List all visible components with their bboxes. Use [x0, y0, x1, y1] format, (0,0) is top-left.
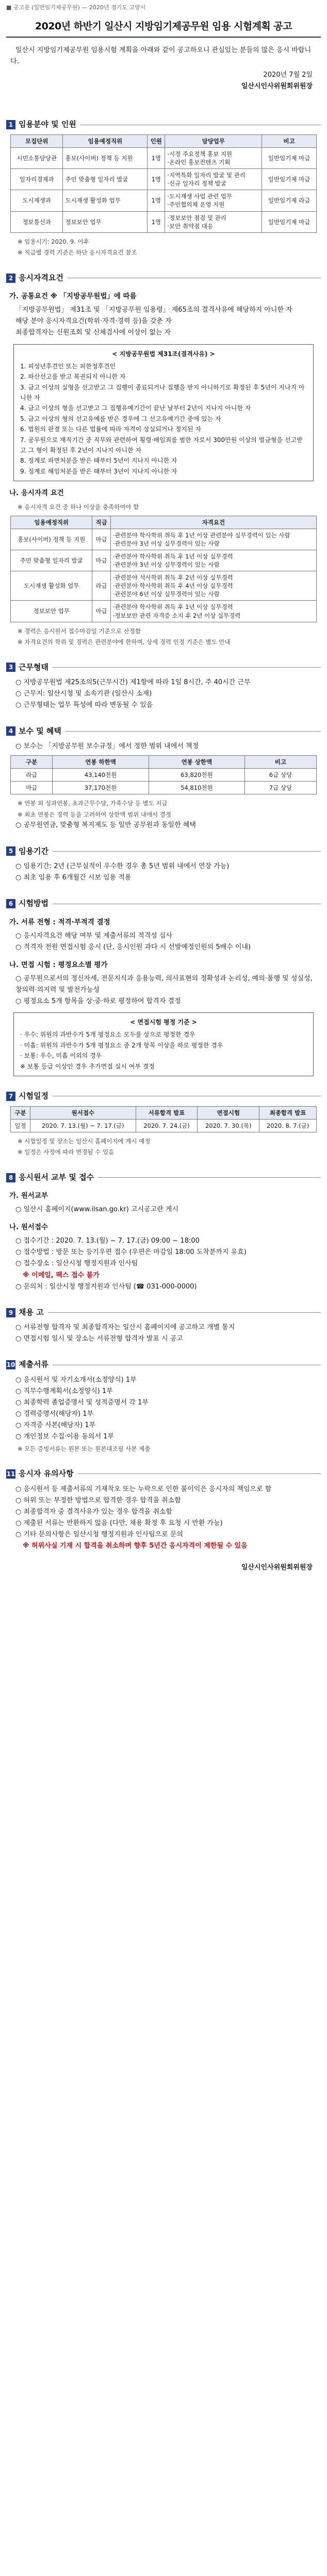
table-cell: 홍보(사이버) 정책 등 지원 [11, 529, 92, 550]
table-cell: 라급 [11, 769, 53, 782]
s11-warning: ※ 허위사실 기재 시 합격을 취소하며 향후 5년간 응시자격이 제한될 수 있음 [23, 1542, 248, 1550]
table-cell: 도시재생 활성화 업무 [63, 190, 148, 211]
s1-note-2: ※ 직급별 경력 기준은 하단 응시자격요건 참조 [18, 249, 137, 257]
interview-criteria-box [13, 1012, 314, 1076]
notice-org: 일산시인사위원회위원장 [241, 82, 313, 91]
table-cell: ·지역특화 일자리 발굴 및 관리 ·신규 일자리 정책 발굴 [165, 169, 262, 190]
table-cell: 일반임기제 마급 [262, 211, 317, 232]
page-title: 2020년 하반기 일산시 지방임기제공무원 임용 시험계획 공고 [35, 20, 292, 32]
s8-sub1: 가. 원서교부 [9, 1192, 48, 1200]
s2-p1: 「지방공무원법」 제31조 및 「지방공무원 임용령」 제65조의 결격사유에 해당하지 아니한 자 [15, 306, 292, 314]
table-cell: 37,170천원 [53, 782, 149, 794]
section-11-header [6, 1467, 321, 1481]
s8-sub2: 나. 원서접수 [9, 1223, 48, 1232]
s2-note-2: ※ 자격요건의 학위 및 경력은 관련분야에 한하며, 상세 경력 인정 기준은 별도 안내 [18, 638, 231, 646]
table-cell: ·관련분야 학사학위 취득 후 1년 이상 실무경력 ·관련분야 3년 이상 실무경력이 있는 사람 [110, 550, 316, 571]
table-header-cell: 구분 [11, 1106, 30, 1119]
table-cell: 마급 [92, 601, 110, 622]
section-8-header [6, 1171, 321, 1184]
section-9-header [6, 1306, 321, 1319]
table-cell: 43,140천원 [53, 769, 149, 782]
section-7-header [6, 1090, 321, 1103]
table-cell: 라급 [92, 571, 110, 601]
table-cell: ·관련분야 학사학위 취득 후 1년 이상 실무경력 ·정보보안 관련 자격증 소지 후 2년 이상 실무경력 [110, 601, 316, 622]
table-header-cell: 모집단위 [11, 134, 63, 147]
table-cell: 일반임기제 마급 [262, 169, 317, 190]
table-cell: 일정 [11, 1119, 30, 1132]
table-header-cell: 최종합격 발표 [259, 1106, 317, 1119]
section-number: 6 [6, 899, 15, 908]
box-line: 7. 공무원으로 재직기간 중 직무와 관련하여 횡령·배임죄를 범한 자로서 300만원 이상의 벌금형을 선고받고 그 형이 확정된 후 2년이 지나지 아니한 자 [20, 436, 303, 454]
table-cell: 시민소통담당관 [11, 147, 63, 168]
box-line: 9. 징계로 해임처분을 받은 때부터 3년이 지나지 아니한 자 [20, 467, 177, 475]
section-number: 9 [6, 1308, 15, 1317]
s6-p2: ○ 적격자 전원 면접시험 응시 (단, 응시인원 과다 시 선발예정인원의 5배수 이내) [15, 943, 251, 951]
s11-line: ○ 제출된 서류는 반환하지 않음 (다만, 채용 확정 후 요청 시 반환 가능) [15, 1519, 223, 1527]
table-cell: 일반임기제 마급 [262, 147, 317, 168]
table-row [11, 782, 317, 794]
salary-table [10, 755, 317, 794]
table-header-cell: 면접시험 [198, 1106, 259, 1119]
intro-text: 일산시 지방임기제공무원 임용시험 계획을 아래와 같이 공고하오니 관심있는 분들의 많은 응시 바랍니다. [10, 46, 311, 66]
s2-p2: 해당 분야 응시자격요건(학위·자격·경력 등)을 갖춘 자 [15, 317, 172, 326]
closing-org: 일산시인사위원회위원장 [241, 1564, 313, 1572]
table-header-cell: 구분 [11, 756, 53, 769]
table-header-cell: 인원 [148, 134, 165, 147]
table-header-cell: 원서접수 [30, 1106, 136, 1119]
table-cell: 1명 [148, 211, 165, 232]
section-rule [48, 1312, 321, 1313]
disqualification-box [13, 344, 314, 482]
section-title: 시험일정 [19, 1091, 48, 1101]
s11-line: ○ 기타 문의사항은 일산시청 행정지원과 인사팀으로 문의 [15, 1530, 183, 1538]
box-line: · 미흡: 위원의 과반수가 5개 평정요소 중 2개 항목 이상을 하로 평정한 경우 [20, 1041, 223, 1049]
table-header-cell: 연봉 하한액 [53, 756, 149, 769]
s7-note: ※ 일정은 사정에 따라 변경될 수 있음 [18, 1148, 115, 1156]
section-6-header [6, 897, 321, 910]
s2-note-1: ※ 경력은 응시원서 접수마감일 기준으로 산정함 [18, 627, 141, 635]
section-title: 응시자격요건 [19, 273, 63, 282]
table-cell: 1명 [148, 169, 165, 190]
box-line: 8. 징계로 파면처분을 받은 때부터 5년이 지나지 아니한 자 [20, 457, 177, 465]
s5-line: ○ 최초 임용 후 6개월간 시보 임용 적용 [15, 874, 132, 882]
s3-line: ○ 근무형태는 업무 특성에 따라 변동될 수 있음 [15, 701, 153, 709]
table-cell: 2020. 7. 30.(목) [198, 1119, 259, 1132]
table-header-cell: 자격요건 [110, 516, 316, 529]
table-header-cell: 담당업무 [165, 134, 262, 147]
table-cell: 정보보안 업무 [63, 211, 148, 232]
s8-p3: ○ 접수방법 : 방문 또는 등기우편 접수 (우편은 마감일 18:00 도착분까지 유효) [15, 1248, 247, 1257]
table-cell: 2020. 7. 13.(월) ~ 7. 17.(금) [30, 1119, 136, 1132]
s6-sub2: 나. 면접 시험 : 평정요소별 평가 [9, 960, 108, 969]
section-title: 채용 고 [19, 1307, 44, 1317]
section-3-header [6, 661, 321, 674]
box-title: < 면접시험 평정 기준 > [130, 1019, 197, 1026]
box-title: < 지방공무원법 제31조(결격사유) > [112, 350, 215, 358]
section-number: 10 [6, 1361, 15, 1369]
table-cell: 주민 맞춤형 일자리 발굴 [63, 169, 148, 190]
box-line: 2. 파산선고를 받고 복권되지 아니한 자 [20, 373, 126, 381]
section-rule [53, 851, 321, 852]
table-cell: 주민 맞춤형 일자리 발굴 [11, 550, 92, 571]
section-rule [53, 667, 321, 668]
s10-note: ※ 모든 증빙서류는 원본 또는 원본대조필 사본 제출 [18, 1445, 151, 1452]
box-line: ※ 보통 등급 이상인 경우 추가면접 실시 여부 결정 [20, 1062, 155, 1070]
section-title: 근무형태 [19, 662, 48, 672]
section-title: 제출서류 [19, 1360, 48, 1369]
table-cell: 마급 [11, 782, 53, 794]
s10-line: ○ 경력증명서(해당자) 1부 [15, 1410, 94, 1418]
s2-sub2-note: ※ 응시자격 요건 중 하나 이상을 충족하여야 함 [18, 503, 139, 511]
table-cell: ·관련분야 학사학위 취득 후 1년 이상 관련분야 실무경력이 있는 사람 ·관련분야 3년 이상 실무경력이 있는 사람 [110, 529, 316, 550]
table-header-cell: 직급 [92, 516, 110, 529]
s8-p1: ○ 일산시 홈페이지(www.ilsan.go.kr) 고시공고란 게시 [15, 1206, 178, 1214]
section-title: 보수 및 혜택 [19, 726, 61, 736]
table-cell: 2020. 8. 7.(금) [259, 1119, 317, 1132]
s1-note-1: ※ 임용시기: 2020. 9. 이후 [18, 238, 89, 245]
schedule-table [10, 1106, 317, 1132]
table-row [11, 529, 317, 550]
s10-line: ○ 응시원서 및 자기소개서(소정양식) 1부 [15, 1376, 137, 1384]
table-cell: 1명 [148, 190, 165, 211]
s11-line: ○ 최종합격자 중 결격사유가 있는 경우 합격을 취소함 [15, 1507, 172, 1516]
box-line: 3. 금고 이상의 실형을 선고받고 그 집행이 종료되거나 집행을 받지 아니하기로 확정된 후 5년이 지나지 아니한 자 [20, 383, 305, 402]
s2-sub2: 나. 응시자격 요건 [9, 489, 64, 498]
s9-line: ○ 서류전형 합격자 및 최종합격자는 일산시 홈페이지에 공고하고 개별 통지 [15, 1324, 235, 1332]
box-line: 1. 피성년후견인 또는 피한정후견인 [20, 362, 116, 370]
table-row [11, 571, 317, 601]
s8-warning: ※ 이메일, 팩스 접수 불가 [23, 1271, 100, 1279]
s11-line: ○ 허위 또는 부정한 방법으로 합격한 경우 합격을 취소함 [15, 1496, 181, 1504]
section-rule [78, 1473, 321, 1474]
table-cell: 7급 상당 [245, 782, 317, 794]
section-number: 4 [6, 726, 15, 736]
table-cell: 정보보안 업무 [11, 601, 92, 622]
section-title: 응시원서 교부 및 접수 [19, 1172, 94, 1182]
s4-intro: ○ 보수는 「지방공무원 보수규정」에서 정한 범위 내에서 책정 [15, 742, 199, 750]
section-number: 5 [6, 846, 15, 856]
section-2-header [6, 272, 321, 285]
box-line: 4. 금고 이상의 형을 선고받고 그 집행유예기간이 끝난 날부터 2년이 지나지 아니한 자 [20, 404, 251, 412]
table-header-cell: 비고 [245, 756, 317, 769]
s6-p3: ○ 공무원으로서의 정신자세, 전문지식과 응용능력, 의사표현의 정확성과 논리성, 예의·품행 및 성실성, 창의력·의지력 및 발전가능성 [15, 974, 313, 994]
table-cell: ·도시재생 사업 관련 업무 ·주민협의체 운영 지원 [165, 190, 262, 211]
s8-p4: ○ 접수장소 : 일산시청 행정지원과 인사팀 [15, 1260, 138, 1268]
table-cell: 홍보(사이버) 정책 등 지원 [63, 147, 148, 168]
table-cell: 63,820천원 [149, 769, 244, 782]
section-5-header [6, 845, 321, 858]
box-line: 6. 법원의 판결 또는 다른 법률에 따라 자격이 상실되거나 정지된 자 [20, 426, 201, 433]
table-row [11, 769, 317, 782]
positions-table [10, 134, 317, 233]
section-rule [66, 731, 321, 732]
box-line: · 우수: 위원의 과반수가 5개 평정요소 모두를 상으로 평정한 경우 [20, 1031, 195, 1039]
table-cell: 도시재생과 [11, 190, 63, 211]
section-title: 임용분야 및 인원 [19, 120, 76, 129]
s7-note: ※ 시험일정 및 장소는 일산시 홈페이지에 게시 예정 [18, 1137, 151, 1145]
table-cell: 정보통신과 [11, 211, 63, 232]
qualification-table [10, 516, 317, 622]
table-cell: ·시정 주요정책 홍보 지원 ·온라인 홍보컨텐츠 기획 [165, 147, 262, 168]
table-header-cell: 연봉 상한액 [149, 756, 244, 769]
table-cell: 도시재생 활성화 업무 [11, 571, 92, 601]
table-cell: 마급 [92, 550, 110, 571]
s9-line: ○ 면접시험 일시 및 장소는 서류전형 합격자 발표 시 공고 [15, 1335, 183, 1343]
notice-date: 2020년 7월 2일 [263, 71, 313, 79]
s10-line: ○ 직무수행계획서(소정양식) 1부 [15, 1387, 113, 1396]
s11-line: ○ 응시원서 등 제출서류의 기재착오 또는 누락으로 인한 불이익은 응시자의 책임으로 함 [15, 1485, 272, 1493]
section-title: 응시자 유의사항 [19, 1469, 74, 1479]
s6-p1: ○ 응시자격요건 해당 여부 및 제출서류의 적격성 심사 [15, 931, 172, 940]
s8-p2: ○ 접수기간 : 2020. 7. 13.(월) ~ 7. 17.(금) 09:00 ~ 18:00 [15, 1237, 200, 1245]
table-cell: 2020. 7. 24.(금) [136, 1119, 198, 1132]
table-cell: 일자리경제과 [11, 169, 63, 190]
title-rule [6, 37, 321, 38]
section-number: 8 [6, 1173, 15, 1182]
section-title: 임용기간 [19, 846, 48, 856]
s10-line: ○ 자격증 사본(해당자) 1부 [15, 1421, 96, 1430]
s10-line: ○ 개인정보 수집·이용 동의서 1부 [15, 1433, 114, 1441]
s3-line: ○ 근무지: 일산시청 및 소속기관 (일산시 소재) [15, 690, 152, 698]
table-header-cell: 임용예정직위 [63, 134, 148, 147]
table-cell: ·정보보안 점검 및 관리 ·보안 취약점 대응 [165, 211, 262, 232]
table-cell: 54,810천원 [149, 782, 244, 794]
table-cell: ·관련분야 석사학위 취득 후 2년 이상 실무경력 ·관련분야 학사학위 취득 후 4년 이상 실무경력 ·관련분야 6년 이상 실무경력이 있는 사람 [110, 571, 316, 601]
table-row [11, 190, 317, 211]
section-number: 11 [6, 1470, 15, 1478]
s4-note: ○ 공무원연금, 맞춤형 복지제도 등 일반 공무원과 동일한 혜택 [15, 821, 196, 829]
table-header-cell: 서류합격 발표 [136, 1106, 198, 1119]
section-rule [98, 1177, 321, 1178]
table-row [11, 211, 317, 232]
s3-line: ○ 지방공무원법 제25조의5(근무시간) 제1항에 따라 1일 8시간, 주 40시간 근무 [15, 679, 251, 687]
s2-p3: 최종합격자는 신원조회 및 신체검사에 이상이 없는 자 [15, 329, 171, 337]
table-row [11, 550, 317, 571]
section-title: 시험방법 [19, 899, 48, 908]
top-note: ■ 공고문 (일반임기제공무원) — 2020년 경기도 고양시 [6, 4, 146, 11]
table-row [11, 169, 317, 190]
section-number: 7 [6, 1092, 15, 1101]
table-header-cell: 임용예정직위 [11, 516, 92, 529]
s8-p5: ○ 문의처 : 일산시청 행정지원과 인사팀 (☎ 031-000-0000) [15, 1282, 197, 1291]
s2-sub1: 가. 공통요건 ※ 「지방공무원법」에 따름 [9, 292, 137, 301]
table-header-cell: 비고 [262, 134, 317, 147]
table-row [11, 147, 317, 168]
s4-note: ※ 연봉 외 성과연봉, 초과근무수당, 가족수당 등 별도 지급 [18, 800, 168, 807]
table-cell: 1명 [148, 147, 165, 168]
section-number: 3 [6, 663, 15, 672]
s6-p4: ○ 평정요소 5개 항목을 상·중·하로 평정하여 합격자 결정 [15, 997, 181, 1005]
section-number: 2 [6, 274, 15, 283]
table-cell: 6급 상당 [245, 769, 317, 782]
section-10-header [6, 1358, 321, 1371]
table-cell: 일반임기제 라급 [262, 190, 317, 211]
s4-note: ※ 최초 연봉은 경력 등을 고려하여 상한액 범위 내에서 결정 [18, 810, 172, 818]
table-row [11, 601, 317, 622]
s6-sub1: 가. 서류 전형 : 적격·부적격 결정 [9, 918, 110, 926]
box-line: · 보통: 우수, 미흡 이외의 경우 [20, 1052, 102, 1060]
box-line: 5. 금고 이상의 형의 선고유예를 받은 경우에 그 선고유예기간 중에 있는 자 [20, 415, 221, 422]
section-4-header [6, 725, 321, 738]
s5-line: ○ 임용기간: 2년 (근무실적이 우수한 경우 총 5년 범위 내에서 연장 가능) [15, 862, 230, 871]
section-number: 1 [6, 120, 15, 129]
s10-line: ○ 최종학력 졸업증명서 및 성적증명서 각 1부 [15, 1399, 149, 1407]
section-1-header [6, 118, 321, 131]
table-cell: 마급 [92, 529, 110, 550]
